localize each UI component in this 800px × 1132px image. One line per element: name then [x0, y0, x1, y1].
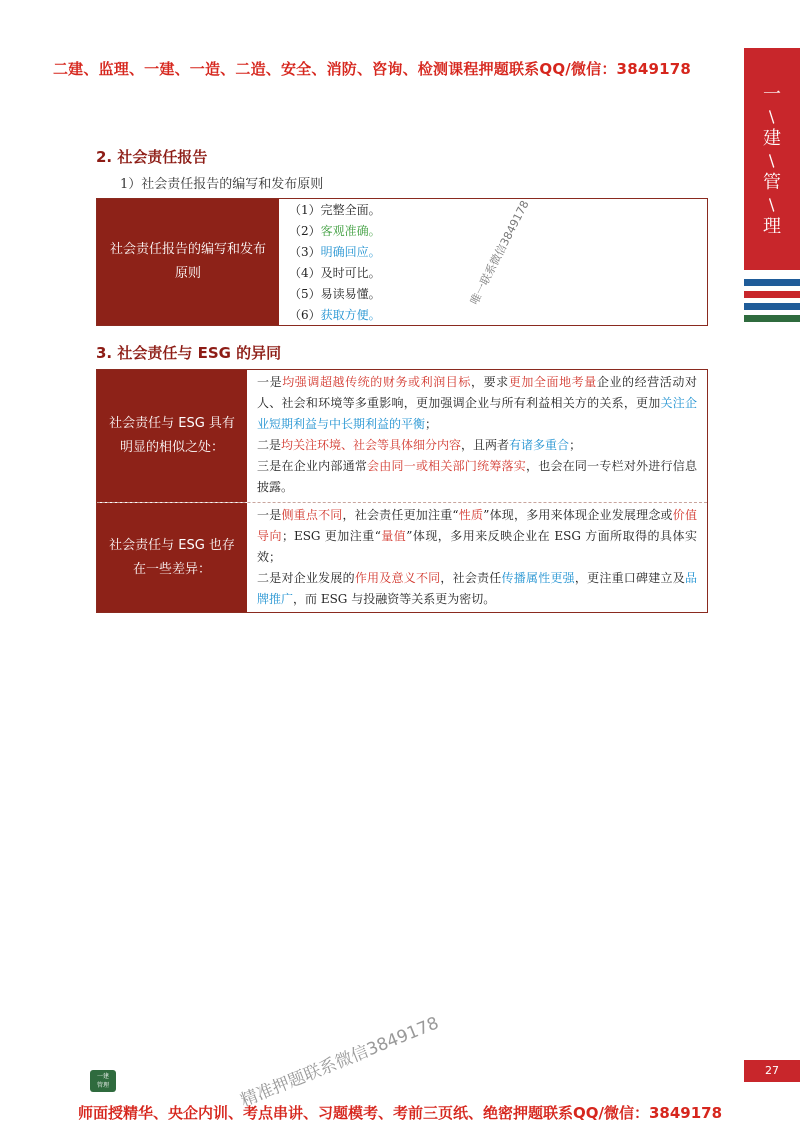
- sub-title: 1）社会责任报告的编写和发布原则: [120, 177, 324, 192]
- logo-badge: [90, 1070, 116, 1092]
- chapter-side-tab: [744, 48, 800, 270]
- highlight-blue: 有诸多重合: [509, 438, 570, 452]
- highlight-red: 侧重点不同: [281, 508, 343, 522]
- side-tab-char: 一: [763, 84, 781, 105]
- text-run: ；ESG 更加注重“: [281, 529, 381, 543]
- item-number: （1）: [289, 203, 321, 217]
- highlight-red: 性质: [458, 508, 484, 522]
- highlight-blue: 传播属性更强: [501, 571, 575, 585]
- bottom-banner: 师面授精华、央企内训、考点串讲、习题模考、考前三页纸、绝密押题联系QQ/微信：3849178: [77, 1104, 723, 1122]
- text-run: ，社会责任: [440, 571, 502, 585]
- row-label: 社会责任与 ESG 具有明显的相似之处：: [97, 370, 247, 502]
- side-tab-char: 管: [763, 172, 781, 193]
- watermark-text: 精准押题联系微信3849178: [237, 1013, 442, 1112]
- text-run: 一是: [257, 508, 282, 522]
- side-tab-char: 建: [763, 128, 781, 149]
- paragraph: [257, 505, 697, 568]
- text-run: 二是: [257, 438, 282, 452]
- text-run: ，更注重口碑建立及: [574, 571, 685, 585]
- item-number: （3）: [289, 245, 321, 259]
- side-tab-separator: /: [764, 151, 780, 170]
- text-run: ，要求: [470, 375, 509, 389]
- item-text: 易读易懂。: [320, 287, 381, 301]
- list-item: [289, 263, 697, 284]
- highlight-red: 价值导向: [257, 508, 697, 543]
- row-content: [247, 503, 707, 612]
- comparison-table: [96, 369, 708, 613]
- list-item: [289, 200, 697, 221]
- section-title: 2. 社会责任报告: [96, 148, 208, 166]
- side-tab-char: 理: [763, 216, 781, 237]
- text-run: 二是对企业发展的: [257, 571, 355, 585]
- side-tab-separator: /: [764, 107, 780, 126]
- highlight-red: 均关注环境、社会等具体细分内容: [281, 438, 462, 452]
- list-item: [289, 284, 697, 305]
- decor-stripe: [744, 315, 800, 322]
- text-run: ；: [425, 417, 438, 431]
- badge-line: 管理: [96, 1082, 109, 1089]
- paragraph: [257, 435, 697, 456]
- text-run: 一是: [257, 375, 283, 389]
- highlight-red: 会由同一或相关部门统筹落实: [367, 459, 527, 473]
- paragraph: [257, 372, 697, 435]
- section-title: 3. 社会责任与 ESG 的异同: [96, 344, 282, 362]
- highlight-red: 更加全面地考量: [508, 375, 597, 389]
- list-item: [289, 242, 697, 263]
- highlight-red: 均强调超越传统的财务或利润目标: [282, 375, 471, 389]
- decor-stripe: [744, 291, 800, 298]
- paragraph: [257, 568, 697, 610]
- table-row: [97, 502, 707, 612]
- list-item: [289, 305, 697, 326]
- page-number: 27: [744, 1060, 800, 1082]
- paragraph: [257, 456, 697, 498]
- row-label: 社会责任报告的编写和发布原则: [97, 199, 279, 325]
- highlight-blue: 品牌推广: [257, 571, 697, 606]
- text-run: 企业的经营活动对人、社会和环境等多重影响，更加强调企业与所有利益相关方的关系，更加: [257, 375, 697, 410]
- text-run: ，而 ESG 与投融资等关系更为密切。: [293, 592, 496, 606]
- text-run: ；: [569, 438, 582, 452]
- table-row: [97, 370, 707, 502]
- item-number: （5）: [289, 287, 321, 301]
- text-run: ，且两者: [461, 438, 510, 452]
- item-text: 获取方便。: [320, 308, 381, 322]
- text-run: 三是在企业内部通常: [257, 459, 368, 473]
- side-tab-separator: /: [764, 195, 780, 214]
- item-number: （4）: [289, 266, 321, 280]
- item-text: 明确回应。: [320, 245, 381, 259]
- row-label: 社会责任与 ESG 也存在一些差异：: [97, 503, 247, 612]
- top-banner: 二建、监理、一建、一造、二造、安全、消防、咨询、检测课程押题联系QQ/微信：3849178: [52, 60, 692, 78]
- highlight-red: 量值: [380, 529, 407, 543]
- watermark-text: 唯一联系微信3849178: [467, 198, 532, 307]
- item-text: 及时可比。: [320, 266, 381, 280]
- principles-list: [279, 199, 707, 325]
- item-text: 完整全面。: [320, 203, 381, 217]
- badge-line: 一建: [96, 1073, 109, 1080]
- decor-stripe: [744, 303, 800, 310]
- text-run: ，也会在同一专栏对外进行信息披露。: [257, 459, 697, 494]
- table-row: [97, 199, 707, 325]
- item-number: （6）: [289, 308, 321, 322]
- highlight-red: 作用及意义不同: [354, 571, 441, 585]
- list-item: [289, 221, 697, 242]
- item-text: 客观准确。: [320, 224, 381, 238]
- decor-stripe: [744, 279, 800, 286]
- text-run: ”体现，多用来反映企业在 ESG 方面所取得的具体实效；: [257, 529, 697, 564]
- text-run: ，社会责任更加注重“: [342, 508, 459, 522]
- text-run: ”体现，多用来体现企业发展理念或: [483, 508, 673, 522]
- principles-table: [96, 198, 708, 326]
- row-content: [247, 370, 707, 502]
- item-number: （2）: [289, 224, 321, 238]
- highlight-blue: 关注企业短期利益与中长期利益的平衡: [257, 396, 697, 431]
